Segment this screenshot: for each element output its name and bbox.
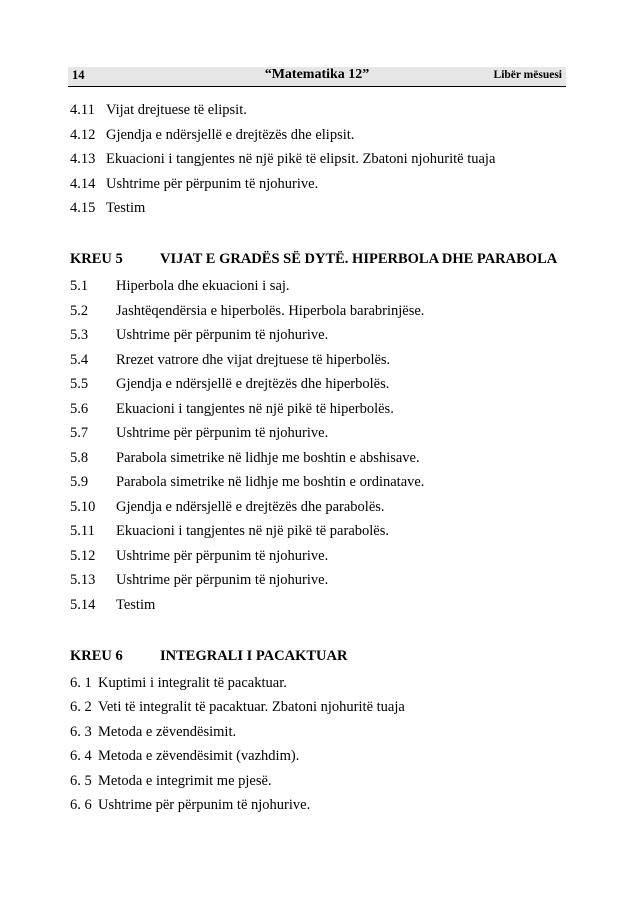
toc-item [70,101,247,119]
toc-item-text: Ushtrime për përpunim të njohurive. [106,176,319,192]
toc-item-text: Ushtrime për përpunim të njohurive. [116,572,329,588]
toc-item [70,150,495,168]
toc-item [70,199,145,217]
toc-item-number: 6. 6 [70,797,92,813]
page-header [68,67,566,87]
toc-item-text: Ekuacioni i tangjentes në një pikë të hiperbolës. [116,401,394,417]
toc-item [70,351,390,369]
toc-item-number: 6. 5 [70,773,92,789]
toc-item-text: Jashtëqendërsia e hiperbolës. Hiperbola barabrinjëse. [116,303,425,319]
toc-item [70,522,389,540]
toc-item-number: 6. 3 [70,724,92,740]
toc-item-number: 4.12 [70,127,96,143]
toc-item-number: 5.2 [70,303,89,319]
toc-item-number: 5.6 [70,401,89,417]
toc-item-text: Metoda e integrimit me pjesë. [98,773,272,789]
toc-item-number: 4.11 [70,102,95,118]
toc-item [70,473,424,491]
toc-item [70,698,405,716]
chapter-title: INTEGRALI I PACAKTUAR [160,648,348,664]
toc-item-number: 5.9 [70,474,89,490]
toc-item-text: Ekuacioni i tangjentes në një pikë të elipsit. Zbatoni njohuritë tuaja [106,151,496,167]
toc-item [70,400,394,418]
toc-item-text: Gjendja e ndërsjellë e drejtëzës dhe hiperbolës. [116,376,390,392]
toc-item [70,571,328,589]
toc-item-text: Ekuacioni i tangjentes në një pikë të parabolës. [116,523,389,539]
toc-item-number: 4.13 [70,151,96,167]
toc-item-text: Veti të integralit të pacaktuar. Zbatoni njohuritë tuaja [98,699,405,715]
toc-item [70,375,389,393]
toc-item [70,547,328,565]
chapter-label: KREU 5 [70,251,123,267]
toc-item-number: 6. 4 [70,748,92,764]
page-number: 14 [72,68,85,82]
toc-item-text: Gjendja e ndërsjellë e drejtëzës dhe elipsit. [106,127,355,143]
chapter-title: VIJAT E GRADËS SË DYTË. HIPERBOLA DHE PARABOLA [160,251,558,267]
toc-item-number: 5.3 [70,327,89,343]
toc-item [70,449,420,467]
toc-item-number: 5.11 [70,523,95,539]
toc-item-text: Parabola simetrike në lidhje me boshtin e ordinatave. [116,474,425,490]
toc-item-text: Vijat drejtuese të elipsit. [106,102,247,118]
book-title: “Matematika 12” [264,67,370,82]
toc-item [70,175,318,193]
toc-item [70,498,385,516]
toc-item-number: 5.14 [70,597,96,613]
toc-item [70,747,299,765]
toc-item-number: 4.14 [70,176,96,192]
toc-item [70,723,236,741]
toc-item-number: 5.8 [70,450,89,466]
toc-item-text: Metoda e zëvendësimit (vazhdim). [98,748,300,764]
toc-item-text: Gjendja e ndërsjellë e drejtëzës dhe parabolës. [116,499,385,515]
toc-item-text: Ushtrime për përpunim të njohurive. [116,548,329,564]
toc-item-number: 5.4 [70,352,89,368]
toc-item-number: 5.13 [70,572,96,588]
toc-item [70,596,155,614]
toc-item-text: Metoda e zëvendësimit. [98,724,237,740]
chapter-heading [70,250,557,268]
toc-item-text: Testim [116,597,156,613]
toc-item-number: 6. 1 [70,675,92,691]
toc-item-number: 5.5 [70,376,89,392]
toc-item [70,772,272,790]
toc-item-number: 5.7 [70,425,89,441]
toc-item-number: 5.12 [70,548,96,564]
chapter-heading [70,647,347,665]
toc-item-text: Parabola simetrike në lidhje me boshtin e abshisave. [116,450,420,466]
toc-item-number: 6. 2 [70,699,92,715]
toc-item [70,674,287,692]
toc-item-text: Hiperbola dhe ekuacioni i saj. [116,278,290,294]
toc-item-text: Rrezet vatrore dhe vijat drejtuese të hiperbolës. [116,352,391,368]
toc-item-text: Ushtrime për përpunim të njohurive. [116,327,329,343]
toc-item [70,424,328,442]
toc-item-text: Ushtrime për përpunim të njohurive. [98,797,311,813]
toc-item-number: 5.1 [70,278,89,294]
toc-item-number: 5.10 [70,499,96,515]
toc-item [70,796,310,814]
toc-item-number: 4.15 [70,200,96,216]
toc-item [70,277,290,295]
toc-item [70,326,328,344]
toc-item [70,302,424,320]
toc-item-text: Testim [106,200,146,216]
toc-item-text: Kuptimi i integralit të pacaktuar. [98,675,287,691]
book-subtitle: Libër mësuesi [493,69,562,81]
chapter-label: KREU 6 [70,648,123,664]
toc-item [70,126,354,144]
toc-item-text: Ushtrime për përpunim të njohurive. [116,425,329,441]
